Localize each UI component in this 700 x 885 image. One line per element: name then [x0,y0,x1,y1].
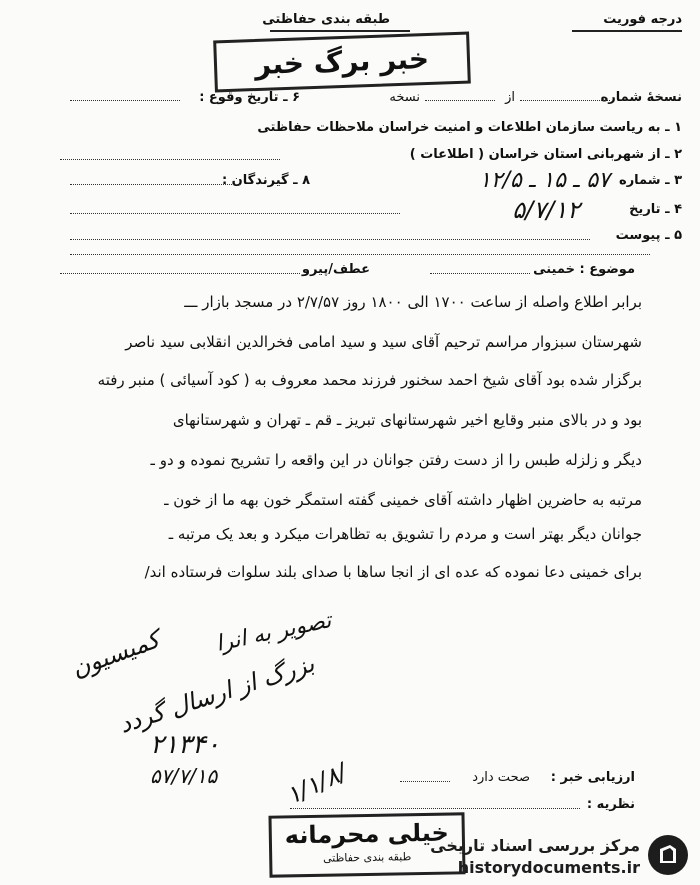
handwritten-signature: /۱/۱/۸ [282,758,351,810]
row1: ۱ ـ به ریاست سازمان اطلاعات و امنیت خراسان ملاحظات حفاظتی [257,120,682,135]
bottom-stamp-text: خیلی محرمانه [284,818,450,850]
classification-underline [270,30,410,32]
evaluation-dots [400,779,450,782]
copy-of: از [505,90,515,105]
occurrence-label: ۶ ـ تاریخ وقوع : [199,90,300,105]
row3-label: ۳ ـ شماره [619,173,682,188]
separator-dots [70,252,650,255]
row2: ۲ ـ از شهربانی استان خراسان ( اطلاعات ) [409,147,682,162]
reference-dots [60,271,300,274]
subject-label: موضوع : خمینی [533,262,635,277]
handwritten-note-2: کمیسیون [67,625,164,683]
recipients-label: ۸ ـ گیرندگان : [221,173,310,188]
body-line: برابر اطلاع واصله از ساعت ۱۷۰۰ الی ۱۸۰۰ روز ۲/۷/۵۷ در مسجد بازار ـــ [184,293,642,311]
subject-dots [430,271,530,274]
body-line: جوانان دیگر بهتر است و مردم را تشویق به تظاهرات میکرد و بعد یک مرتبه ـ [168,525,642,543]
row5-label: ۵ ـ پیوست [615,228,682,243]
opinion-label: نظریه : [586,797,635,812]
evaluation-label: ارزیابی خبر : [550,770,635,785]
priority-underline [572,30,682,32]
classification-label: طبقه بندی حفاظتی [262,12,390,27]
opinion-dots [290,806,580,809]
copy-label: نسخهٔ شماره [600,90,682,105]
archive-logo-icon [648,835,688,875]
row3-value: ۵۷ ـ ۱۵ ـ ۱۲/۵ [478,168,610,193]
body-line: مرتبه به حاضرین اظهار داشته آقای خمینی گفته استمگر خون بهه ما از خون ـ [164,491,642,509]
priority-label: درجه فوریت [603,12,682,27]
watermark-org: مرکز بررسی اسناد تاریخی [430,836,640,855]
handwritten-note-3: بزرگ از ارسال گردد [115,649,318,739]
top-stamp-text: خبر برگ خبر [254,41,430,82]
copy-suffix: نسخه [389,90,420,105]
copy-dots [520,98,610,101]
occurrence-dots [70,98,180,101]
handwritten-note-1: تصویر به انرا [213,608,334,657]
body-line: بود و در بالای منبر وقایع اخیر شهرستانهای تبریز ـ قم ـ تهران و شهرستانهای [172,411,642,429]
handwritten-date: ۵۷/۷/۱۵ [150,764,218,788]
body-line: دیگر و زلزله طبس را از دست رفتن جوانان در این واقعه را تشریح نموده و دو ـ [150,451,642,469]
row5-dots [70,237,590,240]
copy-of-dots [425,98,495,101]
recipients-dots [70,182,240,185]
evaluation-value: صحت دارد [472,770,530,785]
body-line: شهرستان سبزوار مراسم ترحیم آقای سید و سید امامی فخرالدین انقلابی سید ناصر [125,333,642,351]
row4-dots [70,211,400,214]
row2-dots [60,157,280,160]
watermark-site: historydocuments.ir [457,858,640,877]
row4-label: ۴ ـ تاریخ [629,202,682,217]
row4-value: ۵/۷/۱۲ [512,196,580,224]
handwritten-number: ۲۱۳۴۰ [150,730,220,760]
reference-label: عطف/پیرو [301,262,370,277]
body-line: برگزار شده بود آقای شیخ احمد سخنور فرزند محمد معروف به ( کود آسیائی ) منبر رفته [97,371,642,389]
bottom-stamp-sub: طبقه بندی حفاظتی [322,850,412,865]
body-line: برای خمینی دعا نموده که عده ای از انجا ساها با صدای بلند سلوات فرستاده اند/ [144,563,642,581]
top-stamp [213,32,471,93]
